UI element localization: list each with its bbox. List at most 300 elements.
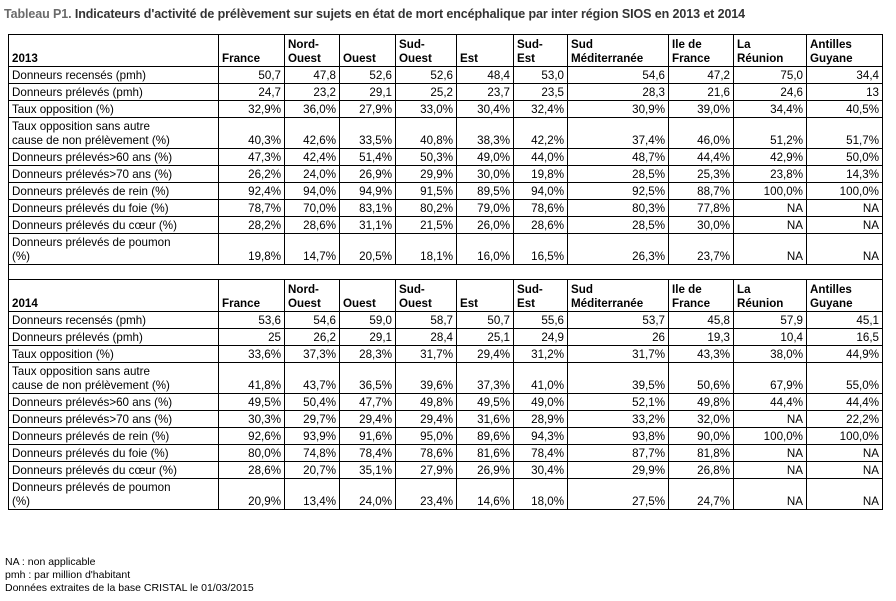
table-row: [9, 149, 883, 166]
value-cell: 16,0%: [457, 234, 514, 265]
value-cell: 30,3%: [219, 411, 285, 428]
value-cell: 18,1%: [396, 234, 457, 265]
year-header: 2013: [9, 35, 219, 67]
value-cell: 94,9%: [340, 183, 396, 200]
column-header: [568, 35, 669, 67]
value-cell: 29,4%: [396, 411, 457, 428]
value-cell: 26,9%: [340, 166, 396, 183]
value-cell: 13,4%: [285, 479, 340, 510]
table-row: [9, 329, 883, 346]
value-cell: 47,3%: [219, 149, 285, 166]
row-label-line1: Donneurs prélevés du foie (%): [12, 202, 169, 215]
value-cell: 93,9%: [285, 428, 340, 445]
value-cell: 39,6%: [396, 363, 457, 394]
value-cell: 21,5%: [396, 217, 457, 234]
column-header-line2: France: [222, 52, 261, 65]
value-cell: 91,5%: [396, 183, 457, 200]
table-row: [9, 394, 883, 411]
value-cell: 23,5: [514, 84, 568, 101]
column-header: [340, 280, 396, 312]
table-row: [9, 166, 883, 183]
row-label: [9, 118, 219, 149]
value-cell: 53,6: [219, 312, 285, 329]
value-cell: 77,8%: [669, 200, 734, 217]
value-cell: 50,0%: [807, 149, 883, 166]
value-cell: 49,0%: [514, 394, 568, 411]
value-cell: 50,7: [457, 312, 514, 329]
row-label-line1: Taux opposition (%): [12, 103, 114, 116]
value-cell: 80,3%: [568, 200, 669, 217]
value-cell: 25,3%: [669, 166, 734, 183]
row-label-line1: Donneurs prélevés>70 ans (%): [12, 413, 173, 426]
row-label: [9, 217, 219, 234]
value-cell: 40,8%: [396, 118, 457, 149]
value-cell: 43,3%: [669, 346, 734, 363]
value-cell: 49,0%: [457, 149, 514, 166]
row-label-line1: Donneurs prélevés>70 ans (%): [12, 168, 173, 181]
column-header: [807, 35, 883, 67]
table-row: [9, 428, 883, 445]
column-header: [340, 35, 396, 67]
value-cell: 46,0%: [669, 118, 734, 149]
value-cell: 38,3%: [457, 118, 514, 149]
value-cell: 51,7%: [807, 118, 883, 149]
value-cell: 67,9%: [734, 363, 807, 394]
row-label: [9, 411, 219, 428]
value-cell: 49,5%: [457, 394, 514, 411]
table-row: [9, 118, 883, 149]
value-cell: NA: [734, 234, 807, 265]
value-cell: 52,1%: [568, 394, 669, 411]
column-header-line1: [222, 38, 281, 52]
value-cell: 30,9%: [568, 101, 669, 118]
value-cell: 16,5: [807, 329, 883, 346]
value-cell: NA: [807, 445, 883, 462]
value-cell: 34,4%: [734, 101, 807, 118]
value-cell: 49,8%: [669, 394, 734, 411]
value-cell: 20,9%: [219, 479, 285, 510]
value-cell: 37,4%: [568, 118, 669, 149]
row-label-line1: Donneurs prélevés de poumon: [12, 481, 171, 494]
value-cell: 32,0%: [669, 411, 734, 428]
header-row-2013: [9, 35, 883, 67]
value-cell: 29,7%: [285, 411, 340, 428]
value-cell: NA: [807, 234, 883, 265]
value-cell: 48,7%: [568, 149, 669, 166]
value-cell: NA: [807, 462, 883, 479]
row-label-line1: Donneurs prélevés de rein (%): [12, 185, 170, 198]
value-cell: 94,0%: [285, 183, 340, 200]
value-cell: 57,9: [734, 312, 807, 329]
value-cell: 49,5%: [219, 394, 285, 411]
value-cell: 28,9%: [514, 411, 568, 428]
value-cell: 26,9%: [457, 462, 514, 479]
value-cell: NA: [734, 462, 807, 479]
table-row: [9, 101, 883, 118]
table-row: [9, 445, 883, 462]
row-label-line1: Donneurs prélevés>60 ans (%): [12, 396, 173, 409]
column-header-line1: Sud: [571, 283, 593, 296]
value-cell: 45,8: [669, 312, 734, 329]
value-cell: 89,5%: [457, 183, 514, 200]
value-cell: 29,9%: [568, 462, 669, 479]
row-label: [9, 101, 219, 118]
column-header: [219, 280, 285, 312]
row-label: [9, 67, 219, 84]
row-label: [9, 445, 219, 462]
row-label-line1: Donneurs prélevés>60 ans (%): [12, 151, 173, 164]
column-header-line2: Est: [517, 297, 536, 310]
table-row: [9, 462, 883, 479]
value-cell: 29,1: [340, 329, 396, 346]
value-cell: 50,3%: [396, 149, 457, 166]
column-header-line2: Ouest: [288, 297, 321, 310]
value-cell: NA: [807, 200, 883, 217]
column-header-line2: Ouest: [288, 52, 321, 65]
value-cell: 44,4%: [734, 394, 807, 411]
value-cell: 23,2: [285, 84, 340, 101]
value-cell: 91,6%: [340, 428, 396, 445]
row-label-line1: Donneurs prélevés (pmh): [12, 86, 143, 99]
value-cell: 93,8%: [568, 428, 669, 445]
table-row: [9, 363, 883, 394]
value-cell: 14,6%: [457, 479, 514, 510]
table-row: [9, 217, 883, 234]
value-cell: 26,3%: [568, 234, 669, 265]
indicators-table: [8, 34, 883, 510]
value-cell: 27,9%: [396, 462, 457, 479]
table-row: [9, 312, 883, 329]
value-cell: 40,3%: [219, 118, 285, 149]
row-label: [9, 234, 219, 265]
value-cell: 50,7: [219, 67, 285, 84]
value-cell: 38,0%: [734, 346, 807, 363]
value-cell: 27,9%: [340, 101, 396, 118]
column-header-line1: Nord-: [288, 283, 319, 296]
value-cell: 30,4%: [457, 101, 514, 118]
value-cell: 37,3%: [285, 346, 340, 363]
value-cell: 39,0%: [669, 101, 734, 118]
value-cell: 24,7%: [669, 479, 734, 510]
column-header-line1: Antilles: [810, 283, 852, 296]
table-title-prefix: Tableau P1.: [4, 7, 72, 21]
column-header-line1: Antilles: [810, 38, 852, 51]
value-cell: 51,4%: [340, 149, 396, 166]
column-header-line1: Ile de: [672, 38, 702, 51]
column-header: [514, 35, 568, 67]
column-header-line2: France: [672, 297, 711, 310]
row-label: [9, 200, 219, 217]
column-header: [734, 280, 807, 312]
value-cell: 42,6%: [285, 118, 340, 149]
column-header: [669, 35, 734, 67]
value-cell: 52,6: [340, 67, 396, 84]
value-cell: 52,6: [396, 67, 457, 84]
column-header-line1: [343, 38, 392, 52]
value-cell: 36,0%: [285, 101, 340, 118]
column-header: [807, 280, 883, 312]
value-cell: 24,6: [734, 84, 807, 101]
value-cell: 10,4: [734, 329, 807, 346]
value-cell: 36,5%: [340, 363, 396, 394]
value-cell: 23,7%: [669, 234, 734, 265]
header-row-2014: [9, 280, 883, 312]
value-cell: 42,9%: [734, 149, 807, 166]
value-cell: 41,0%: [514, 363, 568, 394]
value-cell: 58,7: [396, 312, 457, 329]
value-cell: 100,0%: [734, 183, 807, 200]
value-cell: 24,7: [219, 84, 285, 101]
value-cell: 81,6%: [457, 445, 514, 462]
value-cell: 80,2%: [396, 200, 457, 217]
value-cell: 30,0%: [457, 166, 514, 183]
section-spacer: [9, 265, 883, 280]
value-cell: 19,8%: [219, 234, 285, 265]
value-cell: 19,8%: [514, 166, 568, 183]
value-cell: 31,1%: [340, 217, 396, 234]
row-label-line2: cause de non prélèvement (%): [12, 134, 170, 147]
row-label: [9, 479, 219, 510]
table-row: [9, 200, 883, 217]
value-cell: 54,6: [568, 67, 669, 84]
column-header-line1: Sud: [571, 38, 593, 51]
value-cell: 26,2: [285, 329, 340, 346]
value-cell: 28,3%: [340, 346, 396, 363]
value-cell: 26,8%: [669, 462, 734, 479]
value-cell: 24,9: [514, 329, 568, 346]
value-cell: 29,4%: [340, 411, 396, 428]
column-header-line2: Est: [517, 52, 536, 65]
value-cell: 42,2%: [514, 118, 568, 149]
value-cell: 50,4%: [285, 394, 340, 411]
row-label-line2: cause de non prélèvement (%): [12, 379, 170, 392]
value-cell: 29,4%: [457, 346, 514, 363]
row-label-line1: Taux opposition sans autre: [12, 120, 150, 133]
value-cell: 33,0%: [396, 101, 457, 118]
column-header: [734, 35, 807, 67]
value-cell: 28,6%: [219, 462, 285, 479]
value-cell: 28,3: [568, 84, 669, 101]
column-header-line1: [222, 283, 281, 297]
column-header-line2: Ouest: [343, 52, 376, 65]
table-row: [9, 346, 883, 363]
value-cell: 45,1: [807, 312, 883, 329]
value-cell: 80,0%: [219, 445, 285, 462]
table-row: [9, 411, 883, 428]
column-header: [285, 35, 340, 67]
column-header: [457, 280, 514, 312]
value-cell: 16,5%: [514, 234, 568, 265]
column-header-line2: France: [222, 297, 261, 310]
value-cell: NA: [734, 445, 807, 462]
table-row: [9, 183, 883, 200]
value-cell: 14,3%: [807, 166, 883, 183]
table-row: [9, 84, 883, 101]
value-cell: 95,0%: [396, 428, 457, 445]
value-cell: 47,2: [669, 67, 734, 84]
value-cell: 40,5%: [807, 101, 883, 118]
value-cell: 55,0%: [807, 363, 883, 394]
column-header: [568, 280, 669, 312]
column-header-line2: Méditerranée: [571, 52, 644, 65]
value-cell: 28,6%: [514, 217, 568, 234]
footnote-na: NA : non applicable: [5, 556, 96, 568]
value-cell: 34,4: [807, 67, 883, 84]
value-cell: 53,0: [514, 67, 568, 84]
value-cell: 44,9%: [807, 346, 883, 363]
value-cell: 20,5%: [340, 234, 396, 265]
row-label: [9, 394, 219, 411]
column-header: [457, 35, 514, 67]
value-cell: 28,2%: [219, 217, 285, 234]
value-cell: 78,7%: [219, 200, 285, 217]
value-cell: 21,6: [669, 84, 734, 101]
value-cell: 33,5%: [340, 118, 396, 149]
value-cell: 94,0%: [514, 183, 568, 200]
column-header: [396, 35, 457, 67]
value-cell: 25,1: [457, 329, 514, 346]
value-cell: 70,0%: [285, 200, 340, 217]
value-cell: 90,0%: [669, 428, 734, 445]
column-header-line2: France: [672, 52, 711, 65]
row-label-line1: Donneurs prélevés du cœur (%): [12, 464, 177, 477]
footnotes: [5, 556, 254, 595]
value-cell: 33,2%: [568, 411, 669, 428]
value-cell: 28,5%: [568, 166, 669, 183]
row-label: [9, 149, 219, 166]
value-cell: 32,9%: [219, 101, 285, 118]
row-label-line2: (%): [12, 495, 31, 508]
value-cell: NA: [734, 411, 807, 428]
column-header-line1: Sud-: [517, 283, 543, 296]
value-cell: 22,2%: [807, 411, 883, 428]
value-cell: 31,7%: [568, 346, 669, 363]
value-cell: 55,6: [514, 312, 568, 329]
value-cell: 78,4%: [340, 445, 396, 462]
column-header-line2: Est: [460, 297, 479, 310]
value-cell: 54,6: [285, 312, 340, 329]
row-label: [9, 329, 219, 346]
value-cell: 37,3%: [457, 363, 514, 394]
value-cell: 78,6%: [514, 200, 568, 217]
value-cell: 89,6%: [457, 428, 514, 445]
value-cell: NA: [807, 217, 883, 234]
column-header-line1: Nord-: [288, 38, 319, 51]
value-cell: 47,8: [285, 67, 340, 84]
row-label-line1: Donneurs prélevés de rein (%): [12, 430, 170, 443]
row-label-line1: Donneurs prélevés de poumon: [12, 236, 171, 249]
value-cell: 92,5%: [568, 183, 669, 200]
value-cell: 33,6%: [219, 346, 285, 363]
value-cell: 28,5%: [568, 217, 669, 234]
value-cell: 100,0%: [807, 428, 883, 445]
row-label: [9, 346, 219, 363]
row-label-line1: Donneurs prélevés du foie (%): [12, 447, 169, 460]
value-cell: 44,4%: [807, 394, 883, 411]
value-cell: 30,0%: [669, 217, 734, 234]
value-cell: 100,0%: [734, 428, 807, 445]
value-cell: 20,7%: [285, 462, 340, 479]
value-cell: 26: [568, 329, 669, 346]
value-cell: 83,1%: [340, 200, 396, 217]
table-row: [9, 234, 883, 265]
column-header-line1: Ile de: [672, 283, 702, 296]
value-cell: 44,4%: [669, 149, 734, 166]
value-cell: 31,6%: [457, 411, 514, 428]
footnote-pmh: pmh : par million d'habitant: [5, 569, 131, 581]
column-header-line2: Réunion: [737, 297, 784, 310]
value-cell: 100,0%: [807, 183, 883, 200]
row-label-line1: Taux opposition (%): [12, 348, 114, 361]
value-cell: 14,7%: [285, 234, 340, 265]
column-header-line2: Guyane: [810, 52, 853, 65]
value-cell: 23,8%: [734, 166, 807, 183]
row-label-line1: Donneurs recensés (pmh): [12, 314, 147, 327]
value-cell: 88,7%: [669, 183, 734, 200]
value-cell: 51,2%: [734, 118, 807, 149]
value-cell: 92,4%: [219, 183, 285, 200]
table-title-text: Indicateurs d'activité de prélèvement sur sujets en état de mort encéphalique par inter région SIOS en 2013 et 2014: [74, 7, 746, 21]
column-header: [669, 280, 734, 312]
column-header-line1: La: [737, 283, 751, 296]
value-cell: 30,4%: [514, 462, 568, 479]
value-cell: 53,7: [568, 312, 669, 329]
value-cell: NA: [734, 217, 807, 234]
table-title: [4, 7, 745, 21]
value-cell: 27,5%: [568, 479, 669, 510]
value-cell: NA: [734, 479, 807, 510]
row-label-line1: Donneurs prélevés du cœur (%): [12, 219, 177, 232]
spacer-cell: [9, 265, 883, 280]
row-label: [9, 84, 219, 101]
value-cell: 78,4%: [514, 445, 568, 462]
value-cell: 25: [219, 329, 285, 346]
value-cell: 44,0%: [514, 149, 568, 166]
value-cell: 31,2%: [514, 346, 568, 363]
column-header-line2: Est: [460, 52, 479, 65]
value-cell: 50,6%: [669, 363, 734, 394]
value-cell: NA: [807, 479, 883, 510]
value-cell: 24,0%: [340, 479, 396, 510]
column-header-line2: Ouest: [399, 52, 432, 65]
value-cell: 94,3%: [514, 428, 568, 445]
year-header: 2014: [9, 280, 219, 312]
value-cell: 74,8%: [285, 445, 340, 462]
row-label: [9, 462, 219, 479]
value-cell: 87,7%: [568, 445, 669, 462]
column-header-line2: Ouest: [399, 297, 432, 310]
column-header: [514, 280, 568, 312]
value-cell: 42,4%: [285, 149, 340, 166]
value-cell: 35,1%: [340, 462, 396, 479]
value-cell: 26,0%: [457, 217, 514, 234]
column-header-line2: Guyane: [810, 297, 853, 310]
value-cell: 59,0: [340, 312, 396, 329]
row-label: [9, 363, 219, 394]
row-label: [9, 428, 219, 445]
value-cell: NA: [734, 200, 807, 217]
column-header-line1: [460, 38, 510, 52]
value-cell: 28,4: [396, 329, 457, 346]
value-cell: 18,0%: [514, 479, 568, 510]
row-label-line1: Taux opposition sans autre: [12, 365, 150, 378]
value-cell: 23,7: [457, 84, 514, 101]
value-cell: 19,3: [669, 329, 734, 346]
column-header-line1: La: [737, 38, 751, 51]
value-cell: 25,2: [396, 84, 457, 101]
row-label: [9, 166, 219, 183]
value-cell: 48,4: [457, 67, 514, 84]
